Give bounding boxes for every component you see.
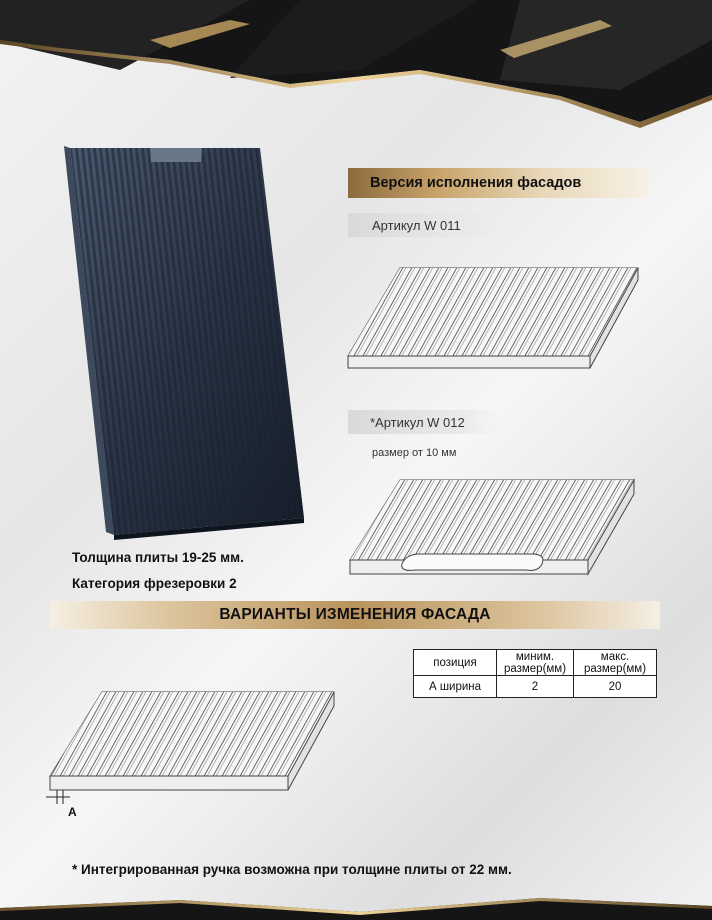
bottom-decorative-banner bbox=[0, 890, 712, 920]
spec-thickness: Толщина плиты 19-25 мм. bbox=[72, 550, 244, 565]
section-title: Версия исполнения фасадов bbox=[370, 175, 582, 191]
variants-slab-drawing bbox=[44, 686, 344, 804]
article-w011-label bbox=[348, 213, 498, 237]
variants-table-container bbox=[413, 649, 657, 698]
top-decorative-banner bbox=[0, 0, 712, 132]
w012-slab-drawing bbox=[342, 474, 642, 580]
section-title-bar bbox=[348, 168, 648, 198]
article-2-size-note: размер от 10 мм bbox=[372, 447, 457, 459]
footnote: * Интегрированная ручка возможна при толщине плиты от 22 мм. bbox=[72, 862, 512, 877]
article-1-text: Артикул W 011 bbox=[372, 217, 461, 233]
table-cell: 20 bbox=[574, 676, 657, 698]
spec-milling-category: Категория фрезеровки 2 bbox=[72, 576, 237, 591]
table-cell: 2 bbox=[497, 676, 574, 698]
table-cell: А ширина bbox=[414, 676, 497, 698]
variants-title: ВАРИАНТЫ ИЗМЕНЕНИЯ ФАСАДА bbox=[219, 606, 491, 623]
table-header: макс. размер(мм) bbox=[574, 650, 657, 676]
variants-table bbox=[413, 649, 657, 698]
variants-title-bar bbox=[50, 601, 660, 629]
dimension-label-a: A bbox=[68, 805, 77, 819]
facade-panel-image bbox=[62, 140, 310, 540]
table-header: позиция bbox=[414, 650, 497, 676]
article-2-text: *Артикул W 012 bbox=[370, 414, 465, 430]
article-w012-label bbox=[348, 410, 498, 434]
table-row bbox=[414, 676, 657, 698]
table-header: миним. размер(мм) bbox=[497, 650, 574, 676]
w011-slab-drawing bbox=[340, 262, 650, 374]
